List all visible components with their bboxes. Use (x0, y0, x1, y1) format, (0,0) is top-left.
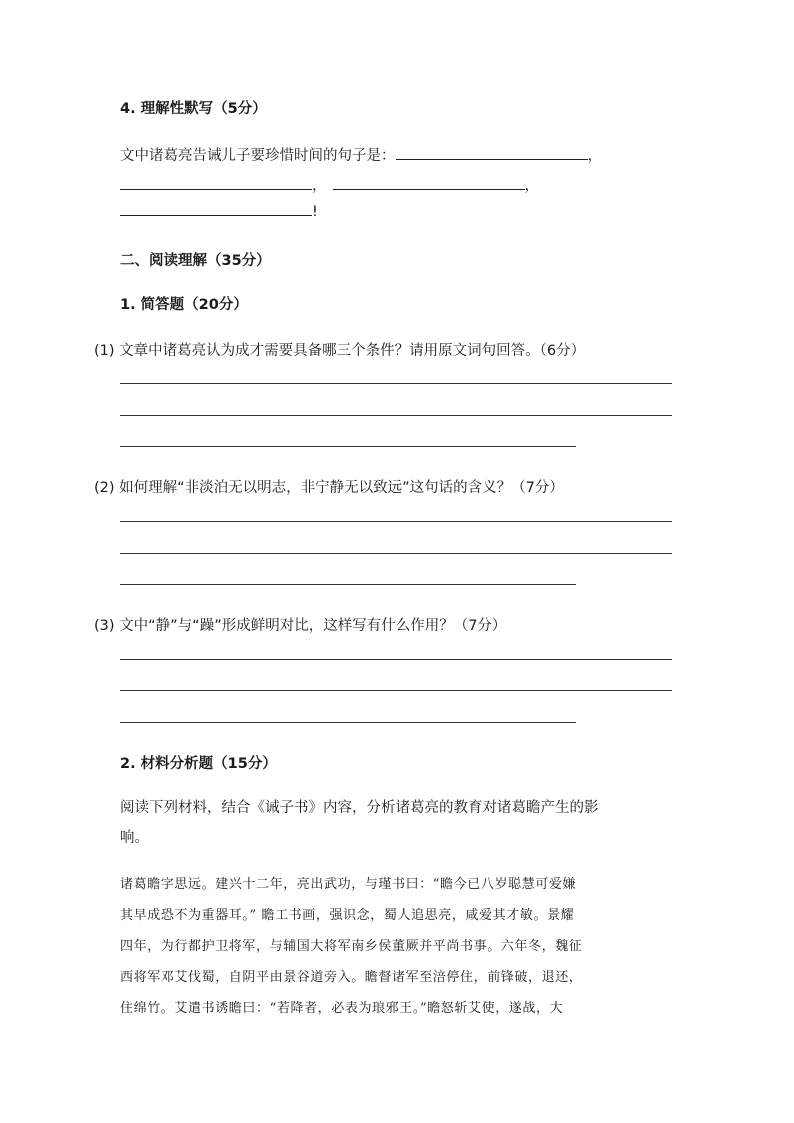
answer-line[interactable] (120, 521, 672, 522)
q3-text: 文中“静”与“躁”形成鲜明对比，这样写有什么作用？（7分） (119, 618, 507, 634)
q2 (94, 476, 564, 497)
q3-number: (3) (94, 618, 115, 634)
answer-line[interactable] (120, 553, 672, 554)
exclaim: ! (312, 204, 318, 220)
q4-prompt-line (120, 144, 602, 165)
answer-line[interactable] (120, 690, 672, 691)
fill-blank-3[interactable] (333, 188, 525, 190)
fill-blank-2[interactable] (120, 188, 312, 190)
q1-text: 文章中诸葛亮认为成才需要具备哪三个条件？请用原文词句回答。（6分） (119, 343, 586, 359)
fill-blank-1[interactable] (396, 158, 588, 160)
part2-intro-1: 阅读下列材料，结合《诫子书》内容，分析诸葛亮的教育对诸葛瞻产生的影 (120, 800, 599, 816)
q4-blank-line-2 (120, 174, 539, 195)
q4-blank-line-3 (120, 204, 318, 220)
material-line-3: 四年，为行都护卫将军，与辅国大将军南乡侯董厥并平尚书事。六年冬，魏征 (120, 939, 583, 954)
q4-title: 4. 理解性默写（5分） (120, 101, 267, 117)
section-title: 二、阅读理解（35分） (120, 253, 271, 269)
fill-blank-4[interactable] (120, 214, 312, 216)
material-line-2: 其早成恐不为重器耳。” 瞻工书画，强识念，蜀人追思亮，咸爱其才敏。景耀 (120, 908, 575, 923)
q3 (94, 614, 506, 635)
answer-line[interactable] (120, 383, 672, 384)
answer-line[interactable] (120, 584, 576, 585)
material-line-1: 诸葛瞻字思远。建兴十二年，亮出武功，与瑾书曰：“瞻今已八岁聪慧可爱嫌 (120, 877, 577, 892)
comma-1: ， (587, 148, 602, 164)
comma-3: ， (524, 178, 539, 194)
comma-2: ， (312, 178, 327, 194)
q1 (94, 339, 585, 360)
material-line-5: 住绵竹。艾遣书诱瞻曰：“若降者，必表为琅邪王。”瞻怒斩艾使，遂战，大 (120, 1001, 564, 1016)
part2-title: 2. 材料分析题（15分） (120, 756, 277, 772)
answer-line[interactable] (120, 659, 672, 660)
answer-line[interactable] (120, 722, 576, 723)
part2-intro-2: 响。 (120, 830, 149, 846)
q2-number: (2) (94, 480, 115, 496)
q4-prompt: 文中诸葛亮告诫儿子要珍惜时间的句子是： (120, 148, 396, 164)
q2-text: 如何理解“非淡泊无以明志，非宁静无以致远”这句话的含义？（7分） (119, 480, 564, 496)
q1-number: (1) (94, 343, 115, 359)
answer-line[interactable] (120, 446, 576, 447)
answer-line[interactable] (120, 415, 672, 416)
part1-title: 1. 简答题（20分） (120, 297, 248, 313)
material-line-4: 西将军邓艾伐蜀，自阴平由景谷道旁入。瞻督诸军至涪停住，前锋破，退还， (120, 970, 583, 985)
